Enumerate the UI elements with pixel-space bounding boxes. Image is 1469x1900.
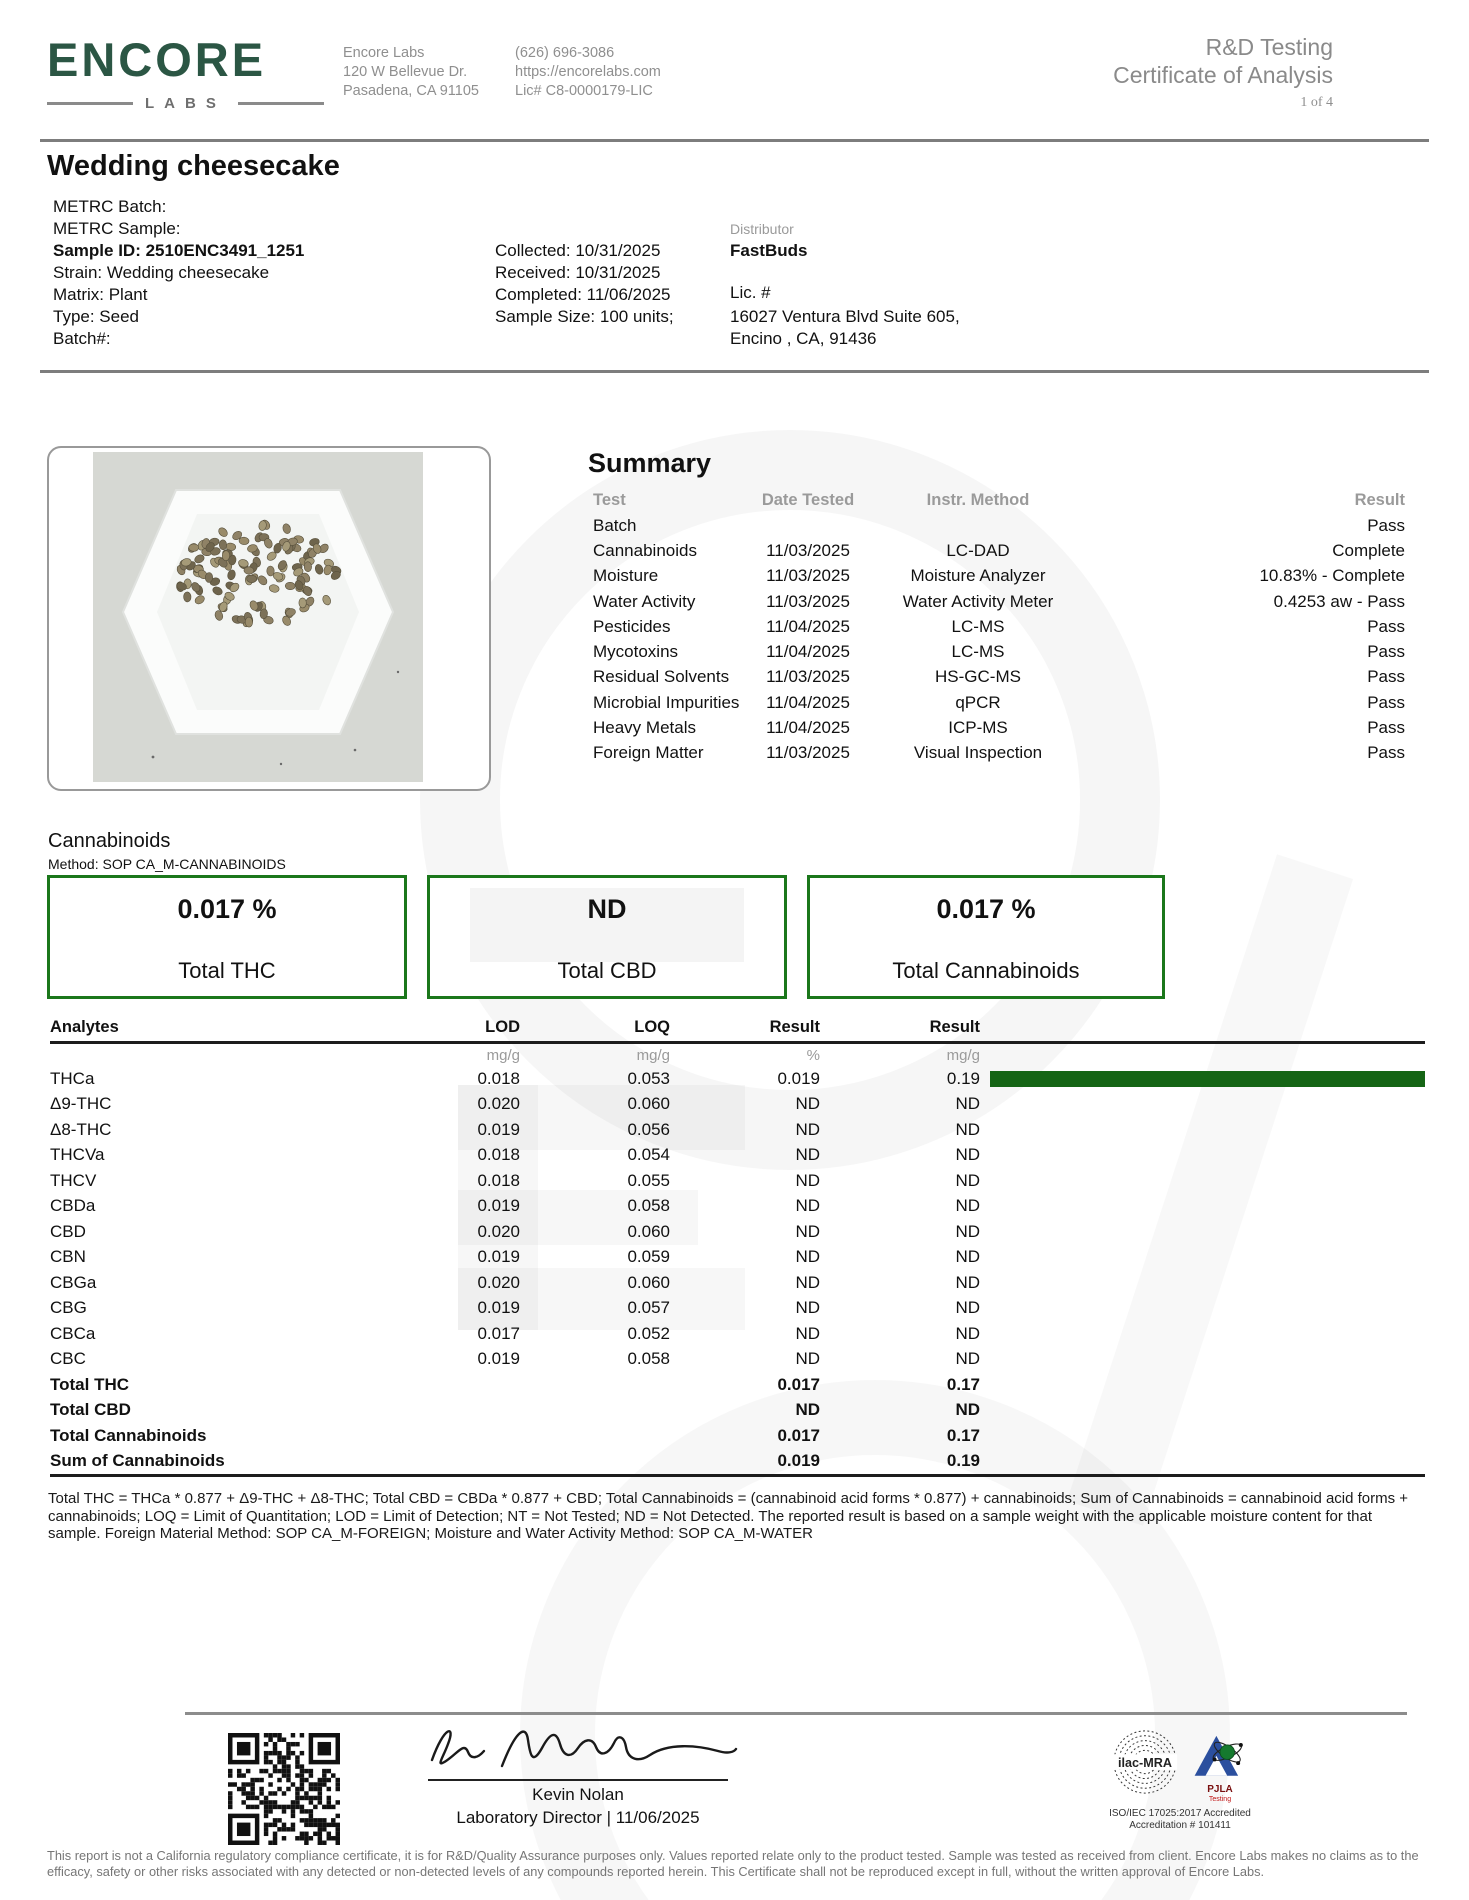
report-type: R&D Testing bbox=[1205, 34, 1333, 60]
summary-row bbox=[593, 665, 1405, 690]
analyte-total-rows bbox=[50, 1372, 1425, 1474]
cannabinoids-heading: Cannabinoids bbox=[48, 830, 171, 852]
analyte-total-row bbox=[50, 1372, 1425, 1398]
summary-row bbox=[593, 741, 1405, 766]
analyte-result-mgg-cell: ND bbox=[955, 1323, 980, 1343]
summary-row bbox=[593, 589, 1405, 614]
analyte-result-pct-cell: ND bbox=[795, 1145, 820, 1165]
summary-method-cell: HS-GC-MS bbox=[935, 667, 1021, 687]
unit-result-mgg: mg/g bbox=[946, 1046, 980, 1064]
metrc-sample: METRC Sample: bbox=[53, 219, 181, 238]
summary-method-cell: ICP-MS bbox=[948, 718, 1008, 738]
distributor-block bbox=[730, 218, 960, 350]
ilac-mra-icon bbox=[1111, 1728, 1179, 1796]
analyte-result-pct-cell: ND bbox=[795, 1349, 820, 1369]
summary-method-cell: LC-MS bbox=[951, 642, 1005, 662]
analyte-loq-cell: 0.058 bbox=[627, 1196, 670, 1216]
analyte-name-cell: CBGa bbox=[50, 1272, 97, 1292]
analyte-row bbox=[50, 1219, 1425, 1245]
sample-dates-block bbox=[495, 240, 674, 328]
analytes-header-row bbox=[50, 1014, 1425, 1044]
col-lod: LOD bbox=[485, 1018, 520, 1036]
analyte-loq-cell: 0.057 bbox=[627, 1298, 670, 1318]
analyte-result-pct-cell: ND bbox=[795, 1323, 820, 1343]
total-result-mgg-cell: ND bbox=[955, 1400, 980, 1420]
analyte-loq-cell: 0.052 bbox=[627, 1323, 670, 1343]
summary-test-cell: Mycotoxins bbox=[593, 642, 679, 662]
report-type-block bbox=[873, 33, 1333, 111]
cannabinoids-footnote: Total THC = THCa * 0.877 + Δ9-THC + Δ8-THC; Total CBD = CBDa * 0.877 + CBD; Total Cannabinoids = (cannabinoid acid forms * 0.877) + cannabinoids; Sum of Cannabinoids = cannabinoid acid forms + cannabinoids; LOQ = Limit of Quantitation; LOD = Limit of Detection; NT = Not Tested; ND = Not Detected. The reported result is based on a sample weight with the applicable moisture content for that sample. Foreign Material Method: SOP CA_M-FOREIGN; Moisture and Water Activity Method: SOP CA_M-WATER bbox=[48, 1490, 1409, 1542]
total-result-mgg-cell: 0.17 bbox=[946, 1425, 980, 1445]
summary-method-cell: Water Activity Meter bbox=[902, 591, 1054, 611]
accreditation-line2: Accreditation # 101411 bbox=[1129, 1820, 1231, 1831]
sample-title: Wedding cheesecake bbox=[47, 150, 340, 182]
summary-date-cell: 11/03/2025 bbox=[766, 591, 850, 611]
sample-size: Sample Size: 100 units; bbox=[495, 307, 674, 326]
summary-test-cell: Pesticides bbox=[593, 616, 671, 636]
summary-result-cell: 0.4253 aw - Pass bbox=[1273, 591, 1405, 611]
analyte-lod-cell: 0.020 bbox=[477, 1221, 520, 1241]
analyte-loq-cell: 0.053 bbox=[627, 1068, 670, 1088]
analytes-table-bottom-rule bbox=[50, 1474, 1425, 1480]
analyte-row bbox=[50, 1194, 1425, 1220]
total-name-cell: Sum of Cannabinoids bbox=[50, 1451, 225, 1471]
sample-type: Type: Seed bbox=[53, 307, 140, 326]
distributor-license: Lic. # bbox=[730, 283, 771, 302]
total-result-pct-cell: 0.019 bbox=[777, 1451, 820, 1471]
analyte-result-pct-cell: ND bbox=[795, 1094, 820, 1114]
total-result-pct-cell: 0.017 bbox=[777, 1425, 820, 1445]
summary-date-cell: 11/03/2025 bbox=[766, 566, 850, 586]
total-cbd-box bbox=[427, 875, 787, 999]
unit-loq: mg/g bbox=[636, 1046, 670, 1064]
summary-result-cell: Pass bbox=[1367, 642, 1405, 662]
analyte-total-row bbox=[50, 1449, 1425, 1475]
summary-test-cell: Heavy Metals bbox=[593, 718, 696, 738]
lab-contact-block bbox=[515, 44, 661, 101]
total-cannabinoids-value: 0.017 % bbox=[936, 894, 1036, 924]
lab-name: Encore Labs bbox=[343, 45, 425, 61]
summary-heading: Summary bbox=[588, 448, 712, 478]
analyte-result-mgg-cell: ND bbox=[955, 1349, 980, 1369]
analyte-loq-cell: 0.058 bbox=[627, 1349, 670, 1369]
summary-method-cell: LC-DAD bbox=[946, 540, 1010, 560]
summary-date-cell: 11/04/2025 bbox=[766, 692, 850, 712]
analyte-result-mgg-cell: ND bbox=[955, 1145, 980, 1165]
summary-row bbox=[593, 538, 1405, 563]
total-thc-label: Total THC bbox=[178, 958, 276, 983]
signature-underline bbox=[428, 1779, 728, 1781]
analyte-lod-cell: 0.020 bbox=[477, 1094, 520, 1114]
analyte-result-mgg-cell: ND bbox=[955, 1119, 980, 1139]
analyte-row bbox=[50, 1143, 1425, 1169]
analyte-result-pct-cell: ND bbox=[795, 1170, 820, 1190]
summary-row bbox=[593, 690, 1405, 715]
analyte-lod-cell: 0.018 bbox=[477, 1068, 520, 1088]
summary-row bbox=[593, 715, 1405, 740]
qr-code bbox=[228, 1733, 340, 1845]
ilac-mra-label: ilac-MRA bbox=[1118, 1755, 1172, 1770]
analyte-row bbox=[50, 1168, 1425, 1194]
analyte-row bbox=[50, 1245, 1425, 1271]
total-cannabinoids-label: Total Cannabinoids bbox=[892, 958, 1080, 983]
analyte-lod-cell: 0.019 bbox=[477, 1119, 520, 1139]
analyte-lod-cell: 0.019 bbox=[477, 1298, 520, 1318]
summary-result-cell: 10.83% - Complete bbox=[1259, 566, 1405, 586]
pjla-icon bbox=[1191, 1728, 1249, 1780]
analyte-total-row bbox=[50, 1423, 1425, 1449]
distributor-address1: 16027 Ventura Blvd Suite 605, bbox=[730, 307, 960, 326]
summary-rows bbox=[593, 513, 1405, 766]
encore-logo bbox=[47, 33, 324, 112]
analytes-table bbox=[50, 1014, 1425, 1480]
analyte-loq-cell: 0.056 bbox=[627, 1119, 670, 1139]
analyte-rows bbox=[50, 1066, 1425, 1372]
lab-phone: (626) 696-3086 bbox=[515, 45, 615, 61]
analyte-lod-cell: 0.019 bbox=[477, 1349, 520, 1369]
summary-col-test: Test bbox=[593, 490, 626, 509]
analyte-row bbox=[50, 1092, 1425, 1118]
analyte-name-cell: CBD bbox=[50, 1221, 86, 1241]
sample-photo-frame bbox=[47, 446, 491, 791]
summary-date-cell: 11/04/2025 bbox=[766, 616, 850, 636]
analyte-row bbox=[50, 1347, 1425, 1373]
received-date: Received: 10/31/2025 bbox=[495, 263, 661, 282]
analyte-result-mgg-cell: ND bbox=[955, 1272, 980, 1292]
completed-date: Completed: 11/06/2025 bbox=[495, 285, 671, 304]
analyte-result-pct-cell: ND bbox=[795, 1298, 820, 1318]
total-result-pct-cell: ND bbox=[795, 1400, 820, 1420]
summary-result-cell: Pass bbox=[1367, 667, 1405, 687]
analyte-result-mgg-cell: ND bbox=[955, 1196, 980, 1216]
summary-date-cell: 11/03/2025 bbox=[766, 743, 850, 763]
analyte-result-mgg-cell: ND bbox=[955, 1170, 980, 1190]
signer-title: Laboratory Director | 11/06/2025 bbox=[456, 1808, 700, 1827]
analyte-name-cell: CBC bbox=[50, 1349, 86, 1369]
total-result-pct-cell: 0.017 bbox=[777, 1374, 820, 1394]
summary-row bbox=[593, 639, 1405, 664]
unit-result-pct: % bbox=[806, 1046, 820, 1064]
analyte-result-mgg-cell: ND bbox=[955, 1298, 980, 1318]
analyte-result-mgg-cell: ND bbox=[955, 1221, 980, 1241]
summary-test-cell: Foreign Matter bbox=[593, 743, 704, 763]
lab-website: https://encorelabs.com bbox=[515, 64, 661, 80]
signer-name: Kevin Nolan bbox=[532, 1785, 624, 1804]
summary-row bbox=[593, 513, 1405, 538]
lab-address1: 120 W Bellevue Dr. bbox=[343, 64, 468, 80]
analyte-result-mgg-cell: ND bbox=[955, 1094, 980, 1114]
col-analytes: Analytes bbox=[50, 1018, 119, 1036]
summary-method-cell: Visual Inspection bbox=[913, 743, 1043, 763]
analyte-name-cell: THCa bbox=[50, 1068, 95, 1088]
lab-license: Lic# C8-0000179-LIC bbox=[515, 83, 653, 99]
accreditation-block bbox=[1060, 1728, 1300, 1832]
pjla-sub-label: Testing bbox=[1208, 1796, 1232, 1803]
analyte-name-cell: Δ8-THC bbox=[50, 1119, 112, 1139]
total-name-cell: Total CBD bbox=[50, 1400, 131, 1420]
analyte-name-cell: THCVa bbox=[50, 1145, 105, 1165]
total-name-cell: Total THC bbox=[50, 1374, 130, 1394]
total-result-mgg-cell: 0.17 bbox=[946, 1374, 980, 1394]
accreditation-line1: ISO/IEC 17025:2017 Accredited bbox=[1109, 1808, 1251, 1819]
col-result-pct: Result bbox=[769, 1018, 820, 1036]
pjla-label: PJLA bbox=[1207, 1784, 1233, 1795]
summary-row bbox=[593, 564, 1405, 589]
thca-result-bar bbox=[990, 1071, 1425, 1087]
signature-icon bbox=[418, 1716, 738, 1774]
summary-row bbox=[593, 614, 1405, 639]
summary-date-cell: 11/03/2025 bbox=[766, 540, 850, 560]
analyte-name-cell: THCV bbox=[50, 1170, 97, 1190]
matrix: Matrix: Plant bbox=[53, 285, 148, 304]
col-loq: LOQ bbox=[634, 1018, 670, 1036]
page-number: 1 of 4 bbox=[1300, 95, 1333, 110]
distributor-name: FastBuds bbox=[730, 241, 808, 260]
total-cannabinoids-box bbox=[807, 875, 1165, 999]
analyte-name-cell: CBN bbox=[50, 1247, 86, 1267]
total-cbd-value: ND bbox=[587, 894, 627, 924]
analyte-result-pct-cell: ND bbox=[795, 1247, 820, 1267]
analyte-row bbox=[50, 1296, 1425, 1322]
analyte-row bbox=[50, 1321, 1425, 1347]
summary-col-date: Date Tested bbox=[761, 490, 855, 509]
summary-test-cell: Moisture bbox=[593, 566, 659, 586]
analyte-result-pct-cell: ND bbox=[795, 1272, 820, 1292]
lab-address-block bbox=[343, 44, 479, 101]
footer-disclaimer: This report is not a California regulatory compliance certificate, it is for R&D/Quality Assurance purposes only. Values reported relate only to the product tested. Sample was tested as received from client. Encore Labs makes no claims as to the efficacy, safety or other risks associated with any detected or non-detected levels of any compounds reported herein. This Certificate shall not be reproduced except in full, without the written approval of Encore Labs. bbox=[47, 1848, 1419, 1879]
analyte-result-mgg-cell: 0.19 bbox=[946, 1068, 980, 1088]
unit-lod: mg/g bbox=[486, 1046, 520, 1064]
analyte-result-pct-cell: ND bbox=[795, 1119, 820, 1139]
analyte-lod-cell: 0.018 bbox=[477, 1145, 520, 1165]
summary-test-cell: Residual Solvents bbox=[593, 667, 730, 687]
sample-id: Sample ID: 2510ENC3491_1251 bbox=[53, 241, 305, 260]
summary-header-row bbox=[593, 487, 1405, 513]
analyte-loq-cell: 0.059 bbox=[627, 1247, 670, 1267]
summary-result-cell: Pass bbox=[1367, 515, 1405, 535]
metrc-batch: METRC Batch: bbox=[53, 197, 167, 216]
total-cbd-label: Total CBD bbox=[557, 958, 657, 983]
summary-col-result: Result bbox=[1354, 490, 1405, 509]
distributor-address2: Encino , CA, 91436 bbox=[730, 329, 877, 348]
analyte-row bbox=[50, 1066, 1425, 1092]
analyte-lod-cell: 0.017 bbox=[477, 1323, 520, 1343]
analyte-name-cell: Δ9-THC bbox=[50, 1094, 112, 1114]
summary-result-cell: Complete bbox=[1332, 540, 1405, 560]
summary-date-cell: 11/04/2025 bbox=[766, 718, 850, 738]
summary-method-cell: qPCR bbox=[955, 692, 1001, 712]
summary-result-cell: Pass bbox=[1367, 743, 1405, 763]
analyte-loq-cell: 0.060 bbox=[627, 1094, 670, 1114]
analyte-result-pct-cell: ND bbox=[795, 1221, 820, 1241]
summary-test-cell: Cannabinoids bbox=[593, 540, 697, 560]
sample-divider bbox=[40, 370, 1429, 373]
analyte-loq-cell: 0.054 bbox=[627, 1145, 670, 1165]
analyte-lod-cell: 0.019 bbox=[477, 1196, 520, 1216]
total-result-mgg-cell: 0.19 bbox=[946, 1451, 980, 1471]
total-thc-value: 0.017 % bbox=[177, 894, 277, 924]
summary-test-cell: Microbial Impurities bbox=[593, 692, 740, 712]
summary-test-cell: Water Activity bbox=[593, 591, 696, 611]
analyte-result-pct-cell: ND bbox=[795, 1196, 820, 1216]
batch-number: Batch#: bbox=[53, 329, 111, 348]
footer-divider bbox=[185, 1712, 1407, 1715]
distributor-label: Distributor bbox=[730, 221, 794, 237]
summary-col-method: Instr. Method bbox=[926, 490, 1030, 509]
analyte-loq-cell: 0.060 bbox=[627, 1221, 670, 1241]
summary-result-cell: Pass bbox=[1367, 616, 1405, 636]
sample-info-left bbox=[53, 196, 304, 350]
analytes-units-row bbox=[50, 1044, 1425, 1066]
summary-result-cell: Pass bbox=[1367, 692, 1405, 712]
analyte-name-cell: CBDa bbox=[50, 1196, 96, 1216]
analyte-result-pct-cell: 0.019 bbox=[777, 1068, 820, 1088]
collected-date: Collected: 10/31/2025 bbox=[495, 241, 661, 260]
summary-date-cell: 11/03/2025 bbox=[766, 667, 850, 687]
analyte-row bbox=[50, 1117, 1425, 1143]
analyte-row bbox=[50, 1270, 1425, 1296]
logo-rule-left bbox=[47, 102, 133, 105]
analyte-name-cell: CBG bbox=[50, 1298, 87, 1318]
logo-rule-right bbox=[238, 102, 324, 105]
summary-test-cell: Batch bbox=[593, 515, 637, 535]
summary-date-cell: 11/04/2025 bbox=[766, 642, 850, 662]
encore-logo-text: ENCORE bbox=[47, 33, 267, 86]
summary-table bbox=[593, 487, 1405, 766]
analyte-lod-cell: 0.020 bbox=[477, 1272, 520, 1292]
sample-photo bbox=[93, 452, 423, 782]
analyte-total-row bbox=[50, 1398, 1425, 1424]
doc-type-title: Certificate of Analysis bbox=[1113, 62, 1333, 88]
analyte-loq-cell: 0.055 bbox=[627, 1170, 670, 1190]
analyte-result-mgg-cell: ND bbox=[955, 1247, 980, 1267]
summary-result-cell: Pass bbox=[1367, 718, 1405, 738]
header-divider bbox=[40, 139, 1429, 142]
col-result-mgg: Result bbox=[929, 1018, 980, 1036]
analyte-name-cell: CBCa bbox=[50, 1323, 96, 1343]
analyte-loq-cell: 0.060 bbox=[627, 1272, 670, 1292]
summary-method-cell: LC-MS bbox=[951, 616, 1005, 636]
analyte-lod-cell: 0.019 bbox=[477, 1247, 520, 1267]
encore-logo-sub: LABS bbox=[145, 95, 226, 112]
pjla-logo bbox=[1191, 1728, 1249, 1804]
lab-address2: Pasadena, CA 91105 bbox=[343, 83, 479, 99]
total-name-cell: Total Cannabinoids bbox=[50, 1425, 207, 1445]
analyte-lod-cell: 0.018 bbox=[477, 1170, 520, 1190]
total-thc-box bbox=[47, 875, 407, 999]
strain: Strain: Wedding cheesecake bbox=[53, 263, 270, 282]
cannabinoids-method: Method: SOP CA_M-CANNABINOIDS bbox=[48, 856, 286, 872]
signature-block bbox=[418, 1716, 738, 1828]
summary-method-cell: Moisture Analyzer bbox=[910, 566, 1046, 586]
